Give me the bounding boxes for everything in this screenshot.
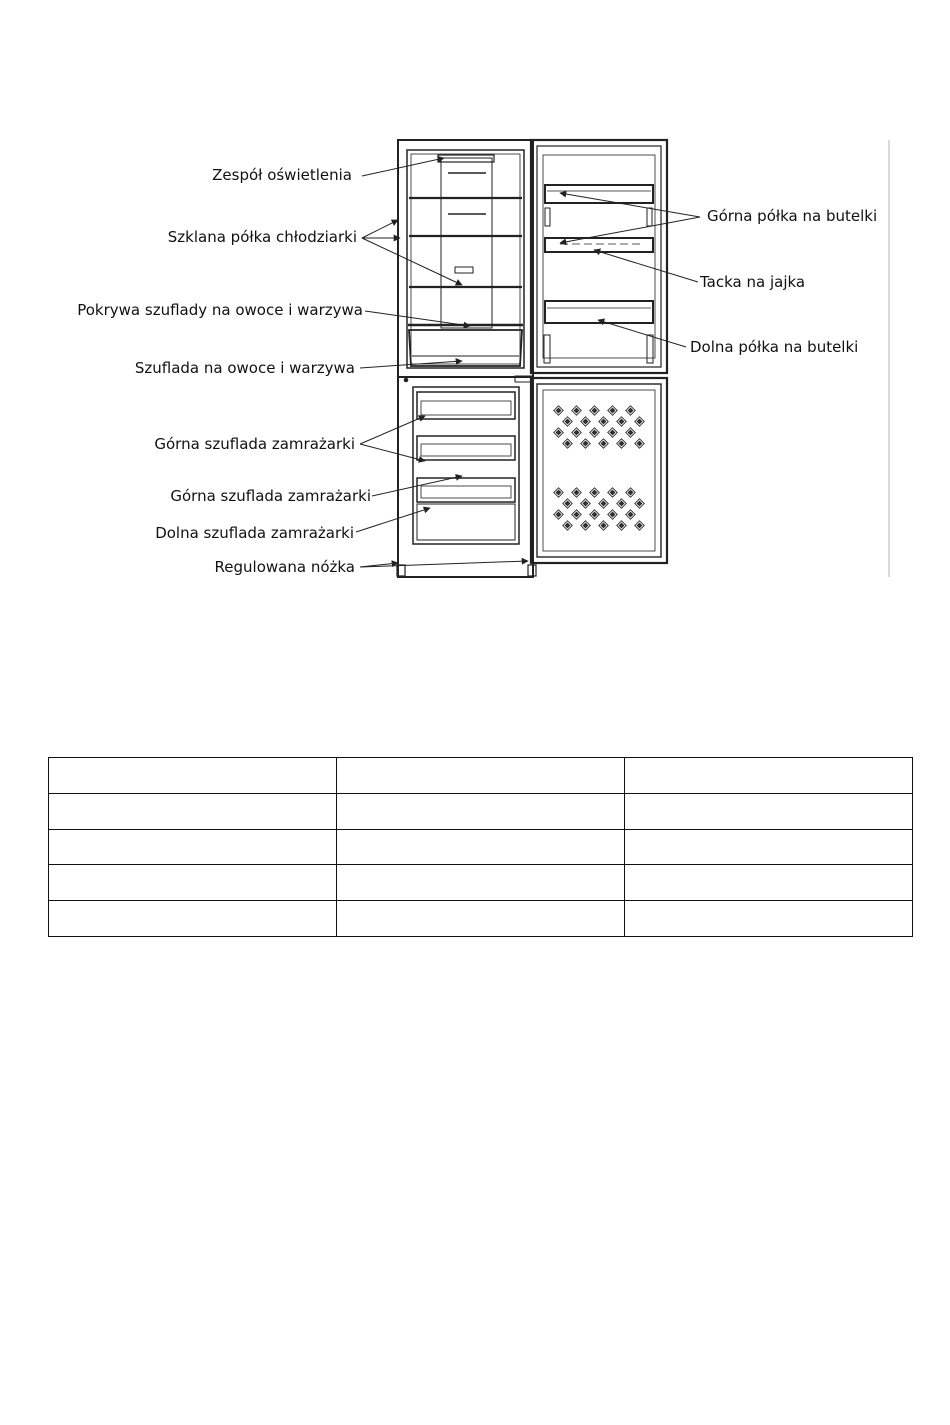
table-cell — [625, 829, 913, 865]
table-cell — [625, 901, 913, 937]
table-row — [49, 829, 913, 865]
leader-line — [360, 444, 425, 461]
table-cell — [337, 793, 625, 829]
label-upper-bottle-shelf: Górna półka na butelki — [707, 207, 878, 225]
table-cell — [337, 901, 625, 937]
label-glass-shelf: Szklana półka chłodziarki — [167, 228, 357, 246]
table-cell — [49, 865, 337, 901]
leader-line — [560, 193, 700, 217]
label-adjustable-foot: Regulowana nóżka — [214, 558, 355, 576]
table-cell — [49, 901, 337, 937]
table-cell — [49, 829, 337, 865]
table-row — [49, 793, 913, 829]
leader-line — [594, 250, 698, 282]
fridge-door — [531, 140, 667, 373]
leader-line — [560, 217, 700, 243]
label-upper-freezer-drawer-2: Górna szuflada zamrażarki — [170, 487, 371, 505]
table-row — [49, 901, 913, 937]
table-cell — [49, 793, 337, 829]
label-crisper-cover: Pokrywa szuflady na owoce i warzywa — [77, 301, 363, 319]
table-row — [49, 865, 913, 901]
leader-line — [362, 158, 444, 176]
leader-line — [362, 220, 398, 238]
leader-line — [360, 416, 425, 444]
table-row — [49, 758, 913, 794]
leader-line — [356, 508, 430, 532]
table-cell — [337, 758, 625, 794]
table-cell — [625, 793, 913, 829]
refrigerator-diagram — [0, 0, 950, 600]
specs-table — [48, 757, 913, 937]
table-cell — [49, 758, 337, 794]
table-cell — [337, 829, 625, 865]
label-lower-freezer-drawer: Dolna szuflada zamrażarki — [155, 524, 354, 542]
freezer-door — [531, 378, 667, 563]
table-cell — [625, 758, 913, 794]
door-pattern — [554, 488, 644, 530]
table-cell — [337, 865, 625, 901]
leader-line — [362, 238, 462, 285]
label-lighting-unit: Zespół oświetlenia — [212, 166, 352, 184]
label-crisper-drawer: Szuflada na owoce i warzywa — [134, 359, 355, 377]
label-egg-tray: Tacka na jajka — [700, 273, 806, 291]
label-upper-freezer-drawer: Górna szuflada zamrażarki — [154, 435, 355, 453]
label-lower-bottle-shelf: Dolna półka na butelki — [690, 338, 859, 356]
door-pattern — [554, 406, 644, 448]
table-cell — [625, 865, 913, 901]
leader-line — [598, 320, 686, 347]
